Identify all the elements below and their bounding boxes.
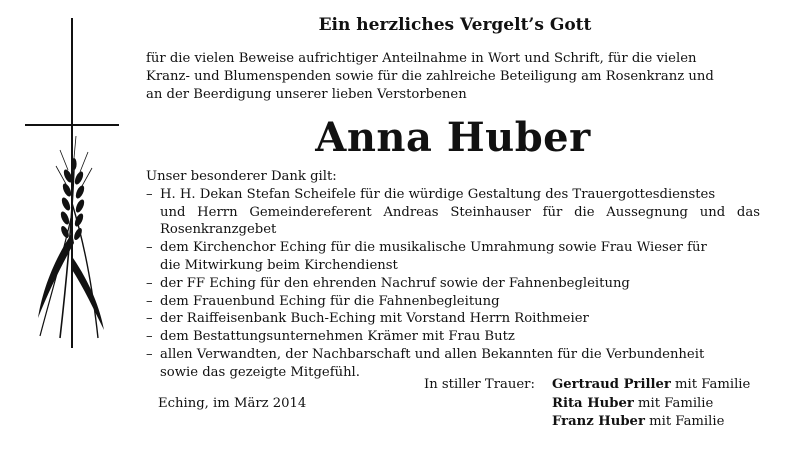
thanks-title: Unser besonderer Dank gilt: (146, 169, 337, 184)
heading: Ein herzliches Vergelt’s Gott (318, 15, 592, 35)
dash: – (146, 293, 153, 309)
mourner-suffix: mit Familie (670, 377, 751, 392)
thanks-entry (146, 239, 760, 275)
entry-line: sowie das gezeigte Mitgefühl. (160, 364, 360, 380)
entry-line: dem Bestattungsunternehmen Krämer mit Frau Butz (160, 329, 515, 345)
place-date: Eching, im März 2014 (158, 395, 307, 411)
entry-line: der FF Eching für den ehrenden Nachruf sowie der Fahnenbegleitung (160, 275, 630, 291)
entry-line: allen Verwandten, der Nachbarschaft und allen Bekannten für die Verbundenheit (160, 346, 705, 362)
dash: – (146, 186, 153, 202)
thanks-entry (146, 186, 760, 239)
mourner (552, 376, 750, 395)
mourner-name: Rita Huber (552, 395, 634, 411)
mourner (552, 395, 713, 414)
mourner-suffix: mit Familie (644, 414, 725, 429)
thanks-entry (146, 310, 760, 328)
intro-line: Kranz- und Blumenspenden sowie für die zahlreiche Beteiligung am Rosenkranz und (146, 69, 714, 84)
dash: – (146, 240, 153, 256)
thanks-section (146, 168, 760, 382)
entry-line: und Herrn Gemeindereferent Andreas Steinhauser für die Aussegnung und das (160, 204, 760, 220)
thanks-entry (146, 328, 760, 346)
intro-line: an der Beerdigung unserer lieben Verstorbenen (146, 87, 467, 102)
entry-line: Rosenkranzgebet (160, 222, 277, 238)
thanks-entry (146, 275, 760, 293)
mourner-name: Gertraud Priller (552, 377, 671, 392)
dash: – (146, 329, 153, 345)
mourner (552, 413, 724, 432)
cross-with-wheat-icon (22, 18, 122, 348)
mourning-label: In stiller Trauer: (424, 377, 535, 392)
entry-line: der Raiffeisenbank Buch-Eching mit Vorstand Herrn Roithmeier (160, 311, 589, 327)
dash: – (146, 275, 153, 291)
entry-line: die Mitwirkung beim Kirchendienst (160, 257, 398, 273)
entry-line: dem Kirchenchor Eching für die musikalische Umrahmung sowie Frau Wieser für (160, 240, 707, 256)
mourner-suffix: mit Familie (633, 395, 714, 411)
intro-text (146, 50, 760, 104)
dash: – (146, 346, 153, 362)
entry-line: dem Frauenbund Eching für die Fahnenbegleitung (160, 293, 500, 309)
intro-line: für die vielen Beweise aufrichtiger Anteilnahme in Wort und Schrift, für die vielen (146, 51, 697, 66)
deceased-name: Anna Huber (315, 114, 591, 161)
thanks-entry (146, 293, 760, 311)
mourner-name: Franz Huber (552, 414, 645, 429)
entry-line: H. H. Dekan Stefan Scheifele für die würdige Gestaltung des Trauergottesdienstes (160, 186, 716, 202)
dash: – (146, 311, 153, 327)
